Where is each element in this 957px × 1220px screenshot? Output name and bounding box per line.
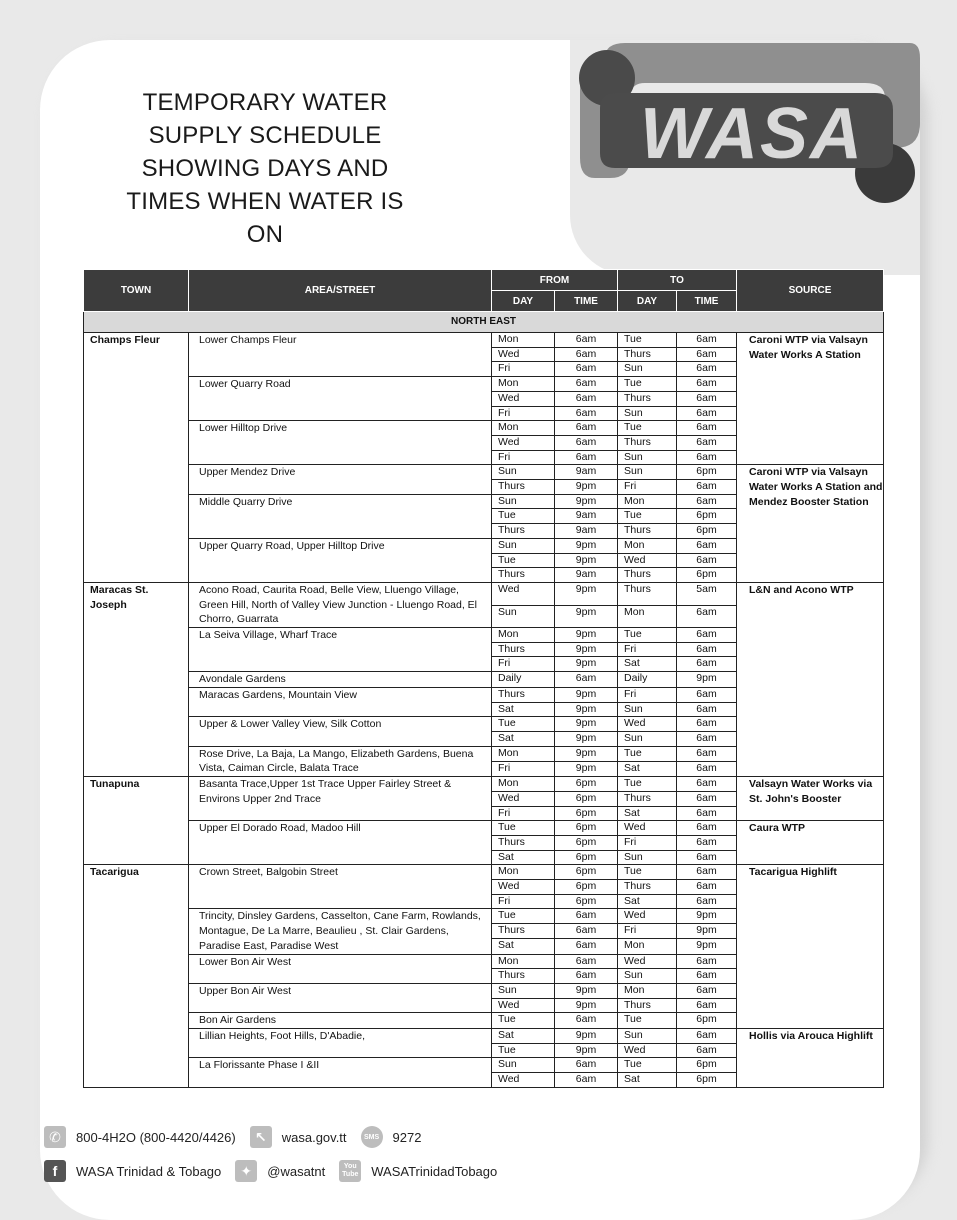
- from-time-cell: 9pm: [555, 761, 618, 776]
- from-time-cell: 9pm: [555, 717, 618, 732]
- source-cell: L&N and Acono WTP: [737, 582, 884, 776]
- from-time-cell: 6pm: [555, 777, 618, 792]
- to-time-cell: 6am: [677, 1043, 737, 1058]
- from-day-cell: Fri: [492, 657, 555, 672]
- to-day-cell: Thurs: [618, 568, 677, 583]
- to-day-cell: Mon: [618, 494, 677, 509]
- to-day-cell: Thurs: [618, 391, 677, 406]
- from-time-cell: 6am: [555, 969, 618, 984]
- from-time-cell: 9am: [555, 465, 618, 480]
- from-time-cell: 6am: [555, 1058, 618, 1073]
- from-time-cell: 6pm: [555, 894, 618, 909]
- to-time-cell: 9pm: [677, 924, 737, 939]
- section-header: NORTH EAST: [84, 312, 884, 333]
- from-time-cell: 9pm: [555, 642, 618, 657]
- to-day-cell: Thurs: [618, 347, 677, 362]
- from-day-cell: Thurs: [492, 687, 555, 702]
- area-cell: Maracas Gardens, Mountain View: [189, 687, 492, 716]
- from-time-cell: 6am: [555, 909, 618, 924]
- to-day-cell: Fri: [618, 687, 677, 702]
- to-time-cell: 6am: [677, 821, 737, 836]
- from-time-cell: 9am: [555, 524, 618, 539]
- area-cell: Lower Hilltop Drive: [189, 421, 492, 465]
- from-time-cell: 9pm: [555, 746, 618, 761]
- footer-facebook[interactable]: [44, 1160, 221, 1182]
- to-day-cell: Tue: [618, 777, 677, 792]
- from-time-cell: 9pm: [555, 605, 618, 628]
- source-cell: Hollis via Arouca Highlift: [737, 1029, 884, 1088]
- to-day-cell: Sun: [618, 1029, 677, 1044]
- footer-website[interactable]: [250, 1126, 347, 1148]
- from-time-cell: 6pm: [555, 880, 618, 895]
- logo-text: WASA: [640, 94, 864, 174]
- from-time-cell: 9pm: [555, 983, 618, 998]
- header-to-time: TIME: [677, 291, 737, 312]
- source-cell: Tacarigua Highlift: [737, 865, 884, 1029]
- town-cell: Maracas St. Joseph: [84, 582, 189, 776]
- footer-row-contact: [44, 1124, 924, 1150]
- from-time-cell: 6am: [555, 377, 618, 392]
- to-time-cell: 6pm: [677, 1073, 737, 1088]
- from-time-cell: 9pm: [555, 731, 618, 746]
- footer-row-social: [44, 1158, 924, 1184]
- facebook-icon: f: [44, 1160, 66, 1182]
- from-day-cell: Sun: [492, 465, 555, 480]
- footer-phone-text: 800-4H2O (800-4420/4426): [76, 1129, 236, 1145]
- to-time-cell: 9pm: [677, 672, 737, 688]
- to-time-cell: 6am: [677, 702, 737, 717]
- to-time-cell: 6am: [677, 806, 737, 821]
- from-day-cell: Mon: [492, 954, 555, 969]
- from-time-cell: 6am: [555, 421, 618, 436]
- from-day-cell: Sat: [492, 1029, 555, 1044]
- to-day-cell: Wed: [618, 821, 677, 836]
- to-time-cell: 6am: [677, 642, 737, 657]
- to-day-cell: Sun: [618, 850, 677, 865]
- from-day-cell: Wed: [492, 998, 555, 1013]
- youtube-icon: You Tube: [339, 1160, 361, 1182]
- from-day-cell: Tue: [492, 509, 555, 524]
- to-day-cell: Sun: [618, 465, 677, 480]
- to-time-cell: 6am: [677, 362, 737, 377]
- from-time-cell: 6am: [555, 954, 618, 969]
- from-time-cell: 6am: [555, 1073, 618, 1088]
- from-day-cell: Mon: [492, 746, 555, 761]
- from-time-cell: 9pm: [555, 480, 618, 495]
- to-time-cell: 6am: [677, 954, 737, 969]
- to-time-cell: 6pm: [677, 568, 737, 583]
- to-day-cell: Tue: [618, 509, 677, 524]
- to-day-cell: Mon: [618, 983, 677, 998]
- from-day-cell: Mon: [492, 777, 555, 792]
- from-day-cell: Thurs: [492, 480, 555, 495]
- area-cell: Upper Bon Air West: [189, 983, 492, 1012]
- header-to: TO: [618, 270, 737, 291]
- from-day-cell: Tue: [492, 821, 555, 836]
- table-row: [84, 1029, 884, 1044]
- from-time-cell: 9pm: [555, 494, 618, 509]
- to-time-cell: 6am: [677, 880, 737, 895]
- to-day-cell: Fri: [618, 642, 677, 657]
- to-day-cell: Wed: [618, 1043, 677, 1058]
- schedule-table-container: [83, 269, 883, 1088]
- to-day-cell: Sat: [618, 657, 677, 672]
- from-time-cell: 6pm: [555, 821, 618, 836]
- from-day-cell: Mon: [492, 421, 555, 436]
- to-day-cell: Sat: [618, 806, 677, 821]
- from-time-cell: 6pm: [555, 791, 618, 806]
- to-time-cell: 6am: [677, 850, 737, 865]
- to-time-cell: 6am: [677, 835, 737, 850]
- area-cell: Upper & Lower Valley View, Silk Cotton: [189, 717, 492, 746]
- phone-icon: ✆: [44, 1126, 66, 1148]
- to-time-cell: 6pm: [677, 465, 737, 480]
- from-day-cell: Tue: [492, 717, 555, 732]
- to-time-cell: 6am: [677, 538, 737, 553]
- from-day-cell: Thurs: [492, 524, 555, 539]
- to-day-cell: Sat: [618, 894, 677, 909]
- town-cell: Champs Fleur: [84, 333, 189, 583]
- from-time-cell: 9pm: [555, 582, 618, 605]
- to-time-cell: 6am: [677, 347, 737, 362]
- to-time-cell: 6pm: [677, 1058, 737, 1073]
- from-day-cell: Sat: [492, 702, 555, 717]
- from-time-cell: 9pm: [555, 628, 618, 643]
- to-day-cell: Sun: [618, 969, 677, 984]
- source-cell: Caroni WTP via Valsayn Water Works A Station and Mendez Booster Station: [737, 465, 884, 583]
- table-row: [84, 582, 884, 605]
- from-day-cell: Thurs: [492, 969, 555, 984]
- from-time-cell: 6pm: [555, 806, 618, 821]
- area-cell: La Florissante Phase I &II: [189, 1058, 492, 1087]
- footer-sms-text: 9272: [392, 1129, 422, 1145]
- to-day-cell: Daily: [618, 672, 677, 688]
- to-day-cell: Sun: [618, 731, 677, 746]
- to-day-cell: Sun: [618, 406, 677, 421]
- to-time-cell: 6pm: [677, 524, 737, 539]
- from-time-cell: 6am: [555, 672, 618, 688]
- from-time-cell: 6pm: [555, 865, 618, 880]
- from-time-cell: 9pm: [555, 657, 618, 672]
- to-day-cell: Tue: [618, 865, 677, 880]
- to-time-cell: 9pm: [677, 909, 737, 924]
- footer-twitter[interactable]: [235, 1160, 325, 1182]
- from-day-cell: Sun: [492, 538, 555, 553]
- to-day-cell: Thurs: [618, 582, 677, 605]
- to-day-cell: Thurs: [618, 998, 677, 1013]
- from-day-cell: Wed: [492, 347, 555, 362]
- from-day-cell: Thurs: [492, 835, 555, 850]
- to-day-cell: Sat: [618, 1073, 677, 1088]
- from-day-cell: Mon: [492, 865, 555, 880]
- area-cell: Lillian Heights, Foot Hills, D'Abadie,: [189, 1029, 492, 1058]
- to-time-cell: 6am: [677, 406, 737, 421]
- town-cell: Tacarigua: [84, 865, 189, 1088]
- source-cell: Caroni WTP via Valsayn Water Works A Station: [737, 333, 884, 465]
- to-day-cell: Fri: [618, 480, 677, 495]
- to-day-cell: Sat: [618, 761, 677, 776]
- wasa-logo: [575, 38, 925, 213]
- footer-sms[interactable]: [361, 1126, 422, 1148]
- area-cell: Upper Mendez Drive: [189, 465, 492, 494]
- to-time-cell: 6am: [677, 605, 737, 628]
- to-day-cell: Sun: [618, 450, 677, 465]
- header-from: FROM: [492, 270, 618, 291]
- to-day-cell: Mon: [618, 605, 677, 628]
- from-day-cell: Sun: [492, 605, 555, 628]
- twitter-icon: ✦: [235, 1160, 257, 1182]
- from-time-cell: 6pm: [555, 850, 618, 865]
- to-time-cell: 6am: [677, 553, 737, 568]
- source-cell: Caura WTP: [737, 821, 884, 865]
- footer-youtube-text: WASATrinidadTobago: [371, 1163, 498, 1179]
- to-day-cell: Wed: [618, 909, 677, 924]
- from-day-cell: Fri: [492, 362, 555, 377]
- from-day-cell: Tue: [492, 1013, 555, 1029]
- from-day-cell: Tue: [492, 1043, 555, 1058]
- schedule-table: [83, 269, 884, 1088]
- cursor-icon: ↖: [250, 1126, 272, 1148]
- table-row: [84, 777, 884, 792]
- sms-icon: SMS: [361, 1126, 383, 1148]
- from-time-cell: 6am: [555, 362, 618, 377]
- area-cell: Crown Street, Balgobin Street: [189, 865, 492, 909]
- from-time-cell: 6am: [555, 924, 618, 939]
- to-time-cell: 6pm: [677, 509, 737, 524]
- header-to-day: DAY: [618, 291, 677, 312]
- from-time-cell: 6am: [555, 435, 618, 450]
- area-cell: Upper El Dorado Road, Madoo Hill: [189, 821, 492, 865]
- from-time-cell: 6am: [555, 333, 618, 348]
- from-time-cell: 6am: [555, 450, 618, 465]
- to-time-cell: 6am: [677, 435, 737, 450]
- from-day-cell: Tue: [492, 909, 555, 924]
- from-time-cell: 9am: [555, 509, 618, 524]
- from-day-cell: Sun: [492, 1058, 555, 1073]
- to-day-cell: Tue: [618, 333, 677, 348]
- from-time-cell: 6am: [555, 347, 618, 362]
- to-day-cell: Tue: [618, 628, 677, 643]
- table-row: [84, 821, 884, 836]
- footer-twitter-text: @wasatnt: [267, 1163, 326, 1179]
- area-cell: Rose Drive, La Baja, La Mango, Elizabeth Gardens, Buena Vista, Caiman Circle, Balata Trace: [189, 746, 492, 776]
- area-cell: Lower Quarry Road: [189, 377, 492, 421]
- header-from-day: DAY: [492, 291, 555, 312]
- from-time-cell: 6am: [555, 406, 618, 421]
- to-day-cell: Wed: [618, 553, 677, 568]
- from-day-cell: Sat: [492, 850, 555, 865]
- footer-facebook-text: WASA Trinidad & Tobago: [76, 1163, 222, 1179]
- from-day-cell: Sun: [492, 494, 555, 509]
- to-day-cell: Sun: [618, 362, 677, 377]
- to-time-cell: 6am: [677, 746, 737, 761]
- table-row: [84, 465, 884, 480]
- to-time-cell: 6am: [677, 717, 737, 732]
- to-day-cell: Wed: [618, 954, 677, 969]
- from-time-cell: 9pm: [555, 553, 618, 568]
- from-day-cell: Thurs: [492, 642, 555, 657]
- from-time-cell: 9pm: [555, 1029, 618, 1044]
- to-time-cell: 6am: [677, 761, 737, 776]
- source-cell: Valsayn Water Works via St. John's Booster: [737, 777, 884, 821]
- from-time-cell: 9pm: [555, 998, 618, 1013]
- from-day-cell: Tue: [492, 553, 555, 568]
- area-cell: Upper Quarry Road, Upper Hilltop Drive: [189, 538, 492, 582]
- from-day-cell: Thurs: [492, 924, 555, 939]
- from-day-cell: Fri: [492, 806, 555, 821]
- to-time-cell: 6am: [677, 791, 737, 806]
- to-time-cell: 9pm: [677, 939, 737, 954]
- header-town: TOWN: [84, 270, 189, 312]
- area-cell: Avondale Gardens: [189, 672, 492, 688]
- to-day-cell: Mon: [618, 538, 677, 553]
- from-day-cell: Mon: [492, 377, 555, 392]
- from-day-cell: Fri: [492, 894, 555, 909]
- table-row: [84, 333, 884, 348]
- to-time-cell: 6am: [677, 1029, 737, 1044]
- from-time-cell: 9pm: [555, 702, 618, 717]
- to-time-cell: 5am: [677, 582, 737, 605]
- footer: [44, 1124, 924, 1192]
- to-time-cell: 6am: [677, 998, 737, 1013]
- page-title: TEMPORARY WATER SUPPLY SCHEDULE SHOWING DAYS AND TIMES WHEN WATER IS ON: [126, 89, 404, 248]
- from-time-cell: 9am: [555, 568, 618, 583]
- to-time-cell: 6am: [677, 687, 737, 702]
- to-time-cell: 6am: [677, 969, 737, 984]
- footer-website-text: wasa.gov.tt: [281, 1129, 347, 1145]
- header-source: SOURCE: [737, 270, 884, 312]
- to-time-cell: 6pm: [677, 1013, 737, 1029]
- area-cell: Basanta Trace,Upper 1st Trace Upper Fairley Street & Environs Upper 2nd Trace: [189, 777, 492, 821]
- from-day-cell: Wed: [492, 391, 555, 406]
- from-day-cell: Wed: [492, 1073, 555, 1088]
- from-day-cell: Daily: [492, 672, 555, 688]
- from-day-cell: Fri: [492, 450, 555, 465]
- from-day-cell: Sun: [492, 983, 555, 998]
- from-day-cell: Thurs: [492, 568, 555, 583]
- to-day-cell: Thurs: [618, 435, 677, 450]
- to-time-cell: 6am: [677, 628, 737, 643]
- from-time-cell: 9pm: [555, 538, 618, 553]
- to-time-cell: 6am: [677, 731, 737, 746]
- to-day-cell: Sun: [618, 702, 677, 717]
- to-day-cell: Tue: [618, 1058, 677, 1073]
- from-time-cell: 6am: [555, 1013, 618, 1029]
- from-time-cell: 6am: [555, 939, 618, 954]
- to-day-cell: Mon: [618, 939, 677, 954]
- area-cell: Acono Road, Caurita Road, Belle View, Lluengo Village, Green Hill, North of Valley View Junction - Lluengo Road, El Chorro, Guarrata: [189, 582, 492, 627]
- from-day-cell: Sat: [492, 939, 555, 954]
- to-day-cell: Tue: [618, 746, 677, 761]
- to-day-cell: Tue: [618, 421, 677, 436]
- to-time-cell: 6am: [677, 494, 737, 509]
- from-day-cell: Wed: [492, 435, 555, 450]
- to-day-cell: Tue: [618, 377, 677, 392]
- to-time-cell: 6am: [677, 657, 737, 672]
- from-time-cell: 6pm: [555, 835, 618, 850]
- to-time-cell: 6am: [677, 480, 737, 495]
- to-day-cell: Tue: [618, 1013, 677, 1029]
- to-time-cell: 6am: [677, 777, 737, 792]
- town-cell: Tunapuna: [84, 777, 189, 865]
- from-day-cell: Wed: [492, 791, 555, 806]
- to-time-cell: 6am: [677, 391, 737, 406]
- area-cell: La Seiva Village, Wharf Trace: [189, 628, 492, 672]
- from-day-cell: Wed: [492, 880, 555, 895]
- from-day-cell: Fri: [492, 761, 555, 776]
- table-row: [84, 865, 884, 880]
- from-day-cell: Fri: [492, 406, 555, 421]
- from-time-cell: 6am: [555, 391, 618, 406]
- from-day-cell: Mon: [492, 628, 555, 643]
- to-time-cell: 6am: [677, 377, 737, 392]
- to-time-cell: 6am: [677, 865, 737, 880]
- from-time-cell: 9pm: [555, 687, 618, 702]
- from-day-cell: Mon: [492, 333, 555, 348]
- area-cell: Lower Bon Air West: [189, 954, 492, 983]
- footer-phone[interactable]: [44, 1126, 236, 1148]
- area-cell: Lower Champs Fleur: [189, 333, 492, 377]
- to-time-cell: 6am: [677, 333, 737, 348]
- to-time-cell: 6am: [677, 894, 737, 909]
- to-day-cell: Fri: [618, 924, 677, 939]
- to-day-cell: Thurs: [618, 524, 677, 539]
- area-cell: Trincity, Dinsley Gardens, Casselton, Cane Farm, Rowlands, Montague, De La Marre, Beaulieu , St. Clair Gardens, Paradise East, Paradise West: [189, 909, 492, 954]
- from-time-cell: 9pm: [555, 1043, 618, 1058]
- header-area: AREA/STREET: [189, 270, 492, 312]
- footer-youtube[interactable]: [339, 1160, 497, 1182]
- to-day-cell: Fri: [618, 835, 677, 850]
- from-day-cell: Sat: [492, 731, 555, 746]
- from-day-cell: Wed: [492, 582, 555, 605]
- to-time-cell: 6am: [677, 450, 737, 465]
- header-from-time: TIME: [555, 291, 618, 312]
- to-time-cell: 6am: [677, 421, 737, 436]
- to-day-cell: Thurs: [618, 791, 677, 806]
- to-day-cell: Thurs: [618, 880, 677, 895]
- schedule-body: [84, 312, 884, 1088]
- to-time-cell: 6am: [677, 983, 737, 998]
- area-cell: Bon Air Gardens: [189, 1013, 492, 1029]
- to-day-cell: Wed: [618, 717, 677, 732]
- area-cell: Middle Quarry Drive: [189, 494, 492, 538]
